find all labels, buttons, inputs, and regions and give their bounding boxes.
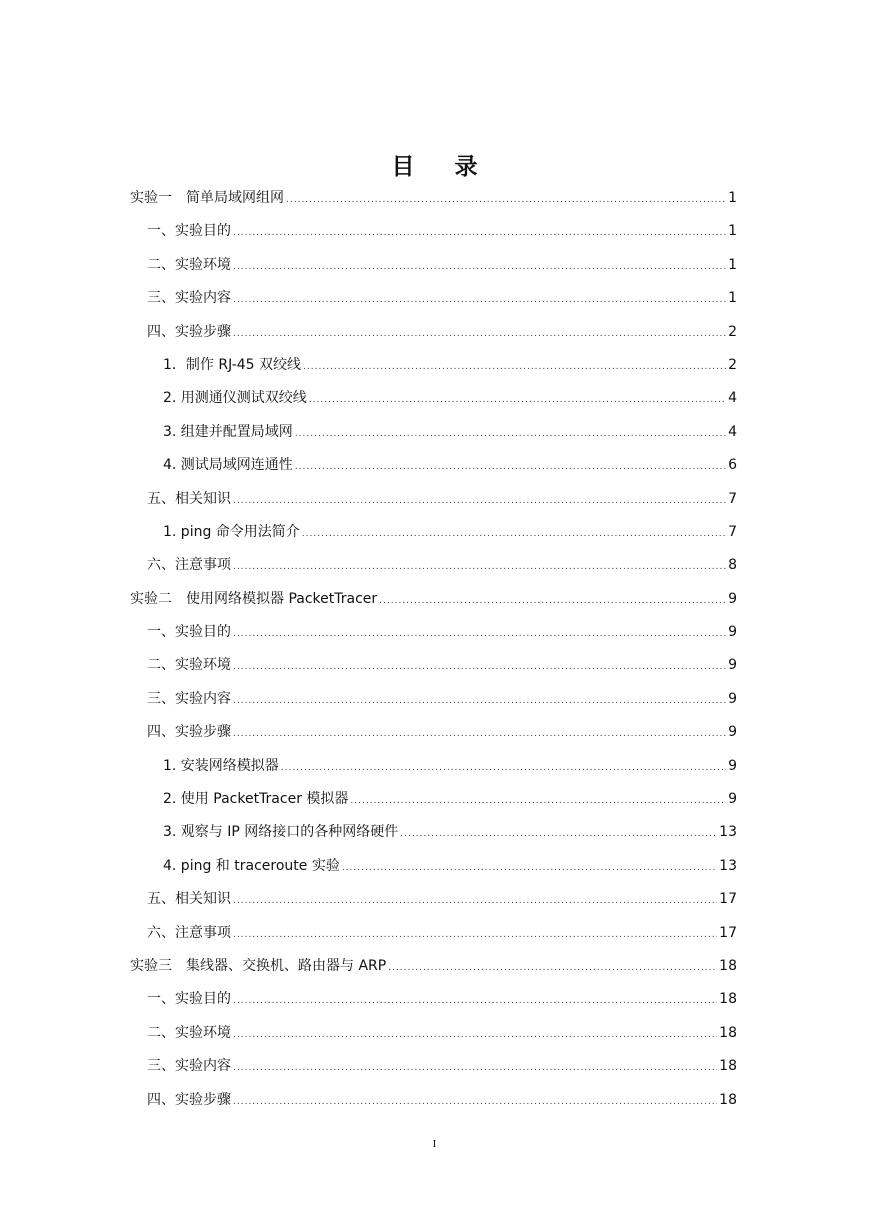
- toc-entry[interactable]: [130, 649, 737, 682]
- toc-dot-leader: [286, 184, 726, 217]
- toc-entry-label: 实验一 简单局域网组网: [130, 190, 284, 206]
- toc-entry-label: 二、实验环境: [147, 657, 231, 674]
- toc-entry-label: 四、实验步骤: [147, 724, 231, 741]
- toc-dot-leader: [295, 418, 726, 451]
- toc-entry-page-number: 18: [719, 1091, 737, 1108]
- toc-dot-leader: [233, 318, 726, 351]
- toc-dot-leader: [233, 217, 726, 250]
- toc-entry[interactable]: [130, 783, 737, 816]
- toc-entry-label: 3. 观察与 IP 网络接口的各种网络硬件: [163, 824, 399, 841]
- toc-entry[interactable]: [130, 416, 737, 449]
- toc-entry[interactable]: [130, 750, 737, 783]
- toc-entry-label: 2. 使用 PacketTracer 模拟器: [163, 791, 349, 808]
- toc-dot-leader: [281, 752, 726, 785]
- toc-entry-label: 4. ping 和 traceroute 实验: [163, 857, 340, 874]
- toc-dot-leader: [350, 785, 726, 818]
- toc-entry-label: 三、实验内容: [147, 1058, 231, 1075]
- toc-entry-label: 一、实验目的: [147, 624, 231, 641]
- toc-entry[interactable]: [130, 316, 737, 349]
- toc-entry-page-number: 9: [728, 724, 737, 741]
- toc-entry[interactable]: [130, 182, 737, 215]
- toc-dot-leader: [379, 585, 726, 618]
- toc-entry-label: 五、相关知识: [147, 891, 231, 908]
- toc-entry-page-number: 9: [728, 590, 737, 607]
- toc-entry[interactable]: [130, 683, 737, 716]
- toc-entry-label: 三、实验内容: [147, 690, 231, 707]
- toc-entry[interactable]: [130, 1017, 737, 1050]
- toc-dot-leader: [309, 384, 726, 417]
- toc-entry[interactable]: [130, 1050, 737, 1083]
- toc-entry-label: 二、实验环境: [147, 1024, 231, 1041]
- toc-entry-page-number: 18: [719, 1058, 737, 1075]
- toc-entry-label: 四、实验步骤: [147, 323, 231, 340]
- toc-entry[interactable]: [130, 883, 737, 916]
- toc-entry[interactable]: [130, 483, 737, 516]
- toc-dot-leader: [233, 618, 726, 651]
- toc-dot-leader: [295, 451, 726, 484]
- toc-entry-page-number: 18: [719, 957, 737, 974]
- toc-dot-leader: [233, 1019, 717, 1052]
- toc-dot-leader: [233, 885, 717, 918]
- toc-entry-page-number: 17: [719, 924, 737, 941]
- toc-entry-label: 六、注意事项: [147, 557, 231, 574]
- toc-dot-leader: [233, 985, 717, 1018]
- toc-entry-page-number: 1: [728, 290, 737, 307]
- toc-entry[interactable]: [130, 249, 737, 282]
- toc-entry-page-number: 18: [719, 1024, 737, 1041]
- toc-entry-page-number: 18: [719, 991, 737, 1008]
- toc-entry-label: 1. ping 命令用法简介: [163, 523, 300, 540]
- toc-dot-leader: [233, 685, 726, 718]
- toc-entry-label: 1．制作 RJ-45 双绞线: [163, 356, 302, 373]
- toc-entry[interactable]: [130, 215, 737, 248]
- toc-entry[interactable]: [130, 616, 737, 649]
- toc-dot-leader: [302, 518, 726, 551]
- toc-dot-leader: [233, 1086, 717, 1119]
- title-char-2: 录: [454, 154, 478, 180]
- toc-entry-label: 3. 组建并配置局域网: [163, 423, 293, 440]
- toc-entry-page-number: 9: [728, 757, 737, 774]
- toc-entry-label: 四、实验步骤: [147, 1091, 231, 1108]
- toc-entry-label: 实验二 使用网络模拟器 PacketTracer: [130, 590, 378, 607]
- toc-dot-leader: [233, 251, 726, 284]
- toc-entry-label: 一、实验目的: [147, 223, 231, 240]
- toc-entry[interactable]: [130, 549, 737, 582]
- toc-entry[interactable]: [130, 382, 737, 415]
- table-of-contents: [130, 182, 737, 1117]
- toc-entry-page-number: 1: [728, 256, 737, 273]
- title-char-1: 目: [391, 154, 415, 180]
- toc-entry-page-number: 6: [728, 457, 737, 474]
- toc-entry-page-number: 4: [728, 423, 737, 440]
- page-title: [0, 148, 869, 181]
- page-footer-number: I: [432, 1138, 437, 1150]
- toc-entry-label: 2. 用测通仪测试双绞线: [163, 390, 307, 407]
- toc-entry-page-number: 2: [728, 356, 737, 373]
- toc-entry-page-number: 7: [728, 490, 737, 507]
- toc-entry-page-number: 9: [728, 791, 737, 808]
- toc-entry[interactable]: [130, 950, 737, 983]
- toc-entry-page-number: 13: [719, 857, 737, 874]
- toc-entry-label: 实验三 集线器、交换机、路由器与 ARP: [130, 957, 387, 974]
- toc-entry[interactable]: [130, 850, 737, 883]
- toc-entry-label: 二、实验环境: [147, 256, 231, 273]
- toc-entry-page-number: 1: [728, 223, 737, 240]
- toc-entry-page-number: 9: [728, 690, 737, 707]
- toc-dot-leader: [233, 718, 726, 751]
- toc-entry-page-number: 8: [728, 557, 737, 574]
- toc-entry-page-number: 1: [728, 190, 737, 206]
- toc-entry[interactable]: [130, 516, 737, 549]
- toc-dot-leader: [233, 284, 726, 317]
- toc-entry-page-number: 9: [728, 657, 737, 674]
- toc-entry-page-number: 7: [728, 523, 737, 540]
- toc-dot-leader: [233, 1052, 717, 1085]
- toc-dot-leader: [233, 551, 726, 584]
- toc-entry-label: 一、实验目的: [147, 991, 231, 1008]
- toc-entry[interactable]: [130, 917, 737, 950]
- toc-entry[interactable]: [130, 816, 737, 849]
- toc-entry[interactable]: [130, 282, 737, 315]
- toc-entry-page-number: 2: [728, 323, 737, 340]
- toc-entry[interactable]: [130, 583, 737, 616]
- toc-entry[interactable]: [130, 1084, 737, 1117]
- toc-entry-page-number: 13: [719, 824, 737, 841]
- toc-entry[interactable]: [130, 349, 737, 382]
- toc-entry-page-number: 9: [728, 624, 737, 641]
- toc-dot-leader: [233, 919, 717, 952]
- toc-entry-label: 六、注意事项: [147, 924, 231, 941]
- toc-entry-label: 三、实验内容: [147, 290, 231, 307]
- toc-entry-page-number: 17: [719, 891, 737, 908]
- toc-dot-leader: [233, 651, 726, 684]
- toc-dot-leader: [400, 818, 717, 851]
- toc-entry-label: 五、相关知识: [147, 490, 231, 507]
- toc-entry-label: 1. 安装网络模拟器: [163, 757, 279, 774]
- toc-dot-leader: [388, 952, 717, 985]
- toc-dot-leader: [303, 351, 726, 384]
- toc-entry[interactable]: [130, 449, 737, 482]
- toc-entry[interactable]: [130, 983, 737, 1016]
- toc-dot-leader: [342, 852, 717, 885]
- toc-dot-leader: [233, 485, 726, 518]
- toc-entry[interactable]: [130, 716, 737, 749]
- toc-entry-label: 4. 测试局域网连通性: [163, 457, 293, 474]
- toc-entry-page-number: 4: [728, 390, 737, 407]
